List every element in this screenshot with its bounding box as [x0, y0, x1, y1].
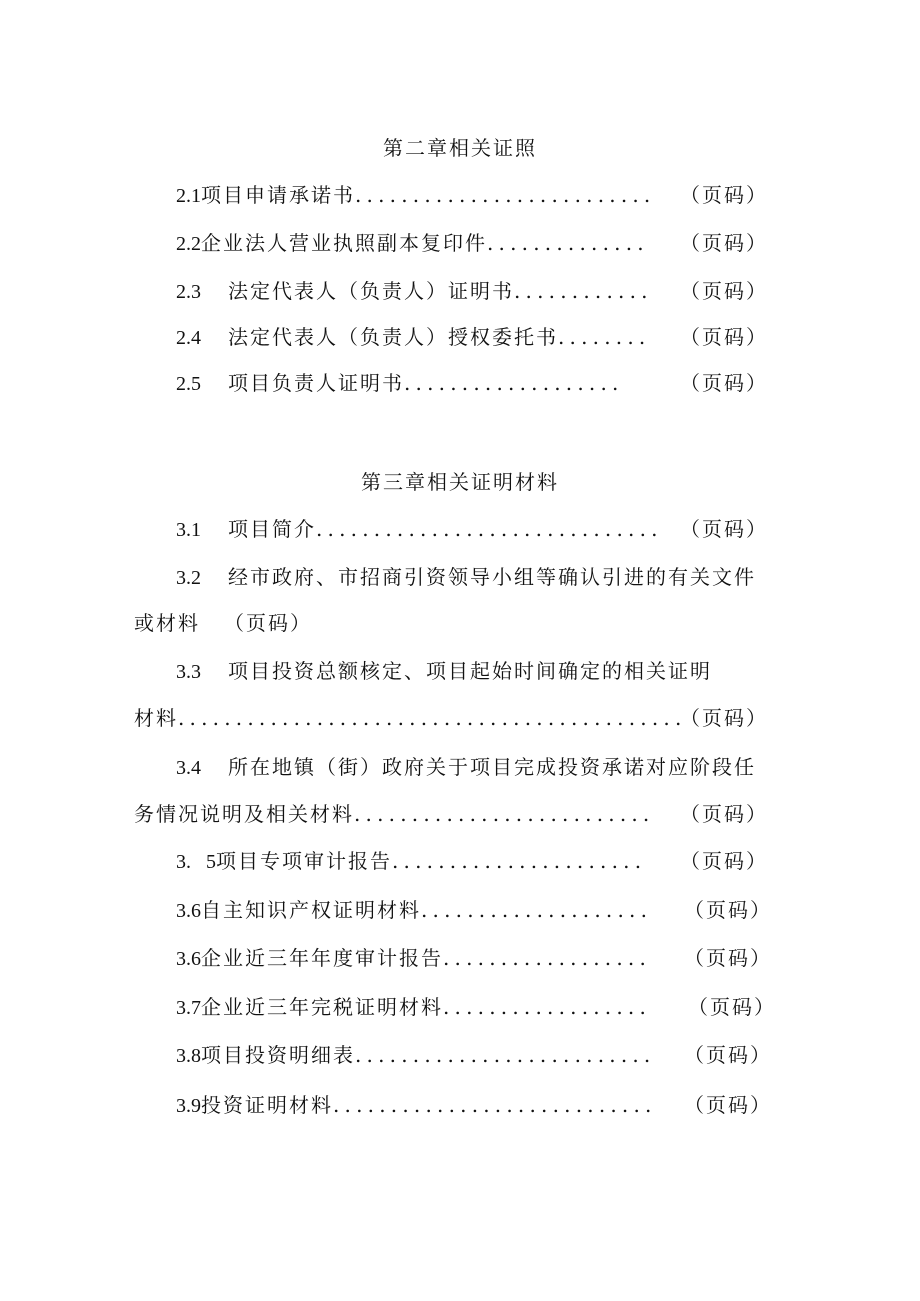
entry-title-continuation: 材料 — [134, 706, 178, 730]
leader-dots: ............................................ — [178, 706, 687, 730]
entry-title: 经市政府、市招商引资领导小组等确认引进的有关文件 — [228, 565, 756, 589]
page-ref-2-3: （页码） — [680, 279, 768, 303]
leader-dots: ............................ — [333, 1093, 657, 1117]
page-ref-3-1: （页码） — [680, 517, 768, 541]
page-ref-2-2: （页码） — [680, 231, 768, 255]
leader-dots: .................. — [443, 995, 652, 1019]
page-ref-2-1: （页码） — [680, 183, 768, 207]
toc-entry-3-5[interactable] — [176, 846, 646, 876]
entry-title: 企业近三年完税证明材料 — [201, 995, 443, 1019]
toc-entry-3-6a[interactable] — [176, 895, 652, 925]
entry-title: 企业法人营业执照副本复印件 — [201, 231, 487, 255]
entry-number: 2.1 — [176, 185, 201, 207]
entry-number: 3.6 — [176, 900, 201, 922]
entry-number: 2.2 — [176, 233, 201, 255]
toc-entry-3-2-continuation[interactable] — [134, 608, 312, 638]
entry-title-continuation: 务情况说明及相关材料 — [134, 802, 354, 826]
page-ref-3-8: （页码） — [684, 1043, 772, 1067]
entry-number: 3.2 — [176, 567, 201, 589]
page-ref-3-9: （页码） — [684, 1093, 772, 1117]
entry-number-suffix: 5 — [206, 851, 216, 873]
entry-number: 3.7 — [176, 997, 201, 1019]
entry-number: 2.3 — [176, 281, 201, 303]
entry-title: 项目投资总额核定、项目起始时间确定的相关证明 — [228, 659, 712, 683]
toc-entry-2-2[interactable] — [176, 228, 649, 258]
chapter-3-heading: 第三章相关证明材料 — [361, 470, 559, 494]
toc-entry-3-7[interactable] — [176, 992, 651, 1022]
toc-entry-2-1[interactable] — [176, 180, 656, 210]
entry-number: 3.3 — [176, 661, 201, 683]
page-ref-3-6a: （页码） — [684, 898, 772, 922]
entry-number: 3. — [176, 851, 191, 873]
page-ref-3-6b: （页码） — [684, 946, 772, 970]
entry-title: 法定代表人（负责人）授权委托书 — [228, 325, 558, 349]
page-ref-2-5: （页码） — [680, 371, 768, 395]
entry-number: 3.1 — [176, 519, 201, 541]
entry-title: 法定代表人（负责人）证明书 — [228, 279, 514, 303]
leader-dots: .......................... — [355, 1043, 656, 1067]
entry-title: 所在地镇（街）政府关于项目完成投资承诺对应阶段任 — [228, 755, 756, 779]
entry-title: 投资证明材料 — [201, 1093, 333, 1117]
page-ref-3-4: （页码） — [680, 802, 768, 826]
toc-entry-3-4[interactable] — [176, 752, 756, 782]
toc-entry-3-9[interactable] — [176, 1090, 657, 1120]
chapter-2-heading: 第二章相关证照 — [383, 136, 537, 160]
leader-dots: .................. — [443, 946, 652, 970]
entry-number: 3.6 — [176, 948, 201, 970]
entry-number: 3.8 — [176, 1045, 201, 1067]
toc-entry-3-3-continuation[interactable] — [134, 703, 687, 733]
toc-entry-3-6b[interactable] — [176, 943, 651, 973]
toc-entry-2-5[interactable] — [176, 368, 624, 398]
toc-entry-2-3[interactable] — [176, 276, 653, 306]
entry-number: 2.5 — [176, 373, 201, 395]
leader-dots: ...................... — [392, 849, 647, 873]
toc-entry-3-2[interactable] — [176, 562, 756, 592]
toc-entry-3-4-continuation[interactable] — [134, 799, 655, 829]
toc-entry-2-4[interactable] — [176, 322, 650, 352]
entry-title-continuation: 或材料 — [134, 611, 200, 635]
leader-dots: .......................... — [355, 183, 656, 207]
entry-title: 企业近三年年度审计报告 — [201, 946, 443, 970]
leader-dots: ................... — [404, 371, 624, 395]
toc-entry-3-3[interactable] — [176, 656, 712, 686]
page-ref-3-3: （页码） — [680, 706, 768, 730]
entry-title: 项目负责人证明书 — [228, 371, 404, 395]
leader-dots: .................... — [421, 898, 653, 922]
page-ref-3-5: （页码） — [680, 849, 768, 873]
toc-entry-3-1[interactable] — [176, 514, 663, 544]
entry-title: 项目简介 — [228, 517, 316, 541]
page-ref-3-7: （页码） — [688, 995, 776, 1019]
entry-number: 3.9 — [176, 1095, 201, 1117]
leader-dots: .............................. — [316, 517, 663, 541]
leader-dots: .............. — [487, 231, 649, 255]
page-ref-3-2: （页码） — [224, 611, 312, 635]
page-ref-2-4: （页码） — [680, 325, 768, 349]
toc-entry-3-8[interactable] — [176, 1040, 656, 1070]
leader-dots: ............ — [514, 279, 653, 303]
leader-dots: ........ — [558, 325, 651, 349]
leader-dots: .......................... — [354, 802, 655, 826]
entry-title: 项目申请承诺书 — [201, 183, 355, 207]
entry-number: 2.4 — [176, 327, 201, 349]
entry-title: 项目专项审计报告 — [216, 849, 392, 873]
entry-title: 项目投资明细表 — [201, 1043, 355, 1067]
entry-number: 3.4 — [176, 757, 201, 779]
entry-title: 自主知识产权证明材料 — [201, 898, 421, 922]
